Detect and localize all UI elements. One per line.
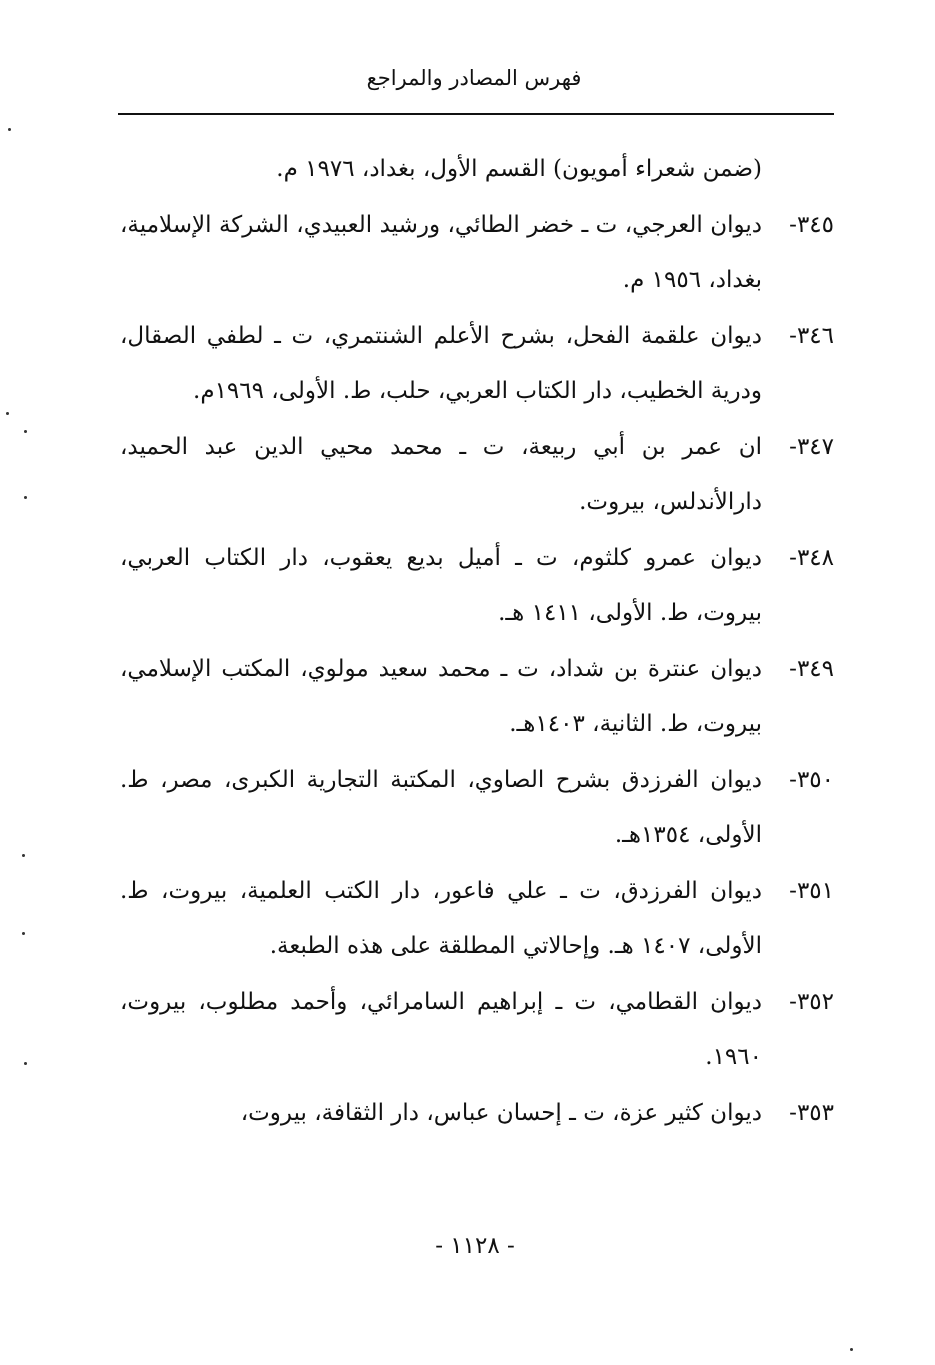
scan-speck [22,932,25,935]
entry-348 [120,531,834,642]
page-number: - ١١٢٨ - [435,1233,515,1259]
scan-speck [22,854,25,857]
entry-351 [120,864,834,975]
entry-text: ديوان عمرو كلثوم، ت ـ أميل بديع يعقوب، دار الكتاب العربي، بيروت، ط. الأولى، ١٤١١ هـ. [120,544,762,626]
entry-text: ديوان عنترة بن شداد، ت ـ محمد سعيد مولوي، المكتب الإسلامي، بيروت، ط. الثانية، ١٤٠٣هـ. [120,655,762,737]
entry-350 [120,753,834,864]
bibliography-list [120,142,834,1141]
running-head: فهرس المصادر والمراجع [366,66,582,90]
entry-number: ٣٥٠- [789,766,834,793]
entry-number: ٣٥٣- [789,1099,834,1126]
entry-text: ديوان كثير عزة، ت ـ إحسان عباس، دار الثقافة، بيروت، [240,1099,762,1126]
entry-number: ٣٤٧- [789,433,834,460]
entry-353 [120,1086,834,1142]
entry-text: ديوان الفرزدق بشرح الصاوي، المكتبة التجارية الكبرى، مصر، ط. الأولى، ١٣٥٤هـ. [120,766,762,848]
entry-349 [120,642,834,753]
entry-number: ٣٥١- [789,877,834,904]
scan-speck [6,412,9,415]
entry-346 [120,309,834,420]
scan-speck [850,1348,853,1351]
header-rule [118,113,834,115]
entry-number: ٣٤٨- [789,544,834,571]
entry-text: ان عمر بن أبي ربيعة، ت ـ محمد محيي الدين عبد الحميد، دارالأندلس، بيروت. [120,433,762,515]
entry-number: ٣٤٥- [789,211,834,238]
continuation-line: (ضمن شعراء أمويون) القسم الأول، بغداد، ١٩٧٦ م. [276,156,762,182]
entry-345 [120,198,834,309]
scan-speck [8,128,11,131]
entry-text: ديوان القطامي، ت ـ إبراهيم السامرائي، وأحمد مطلوب، بيروت، ١٩٦٠. [120,988,762,1070]
entry-number: ٣٤٦- [789,322,834,349]
scan-speck [24,430,27,433]
scan-speck [24,496,27,499]
entry-number: ٣٥٢- [789,988,834,1015]
scan-speck [24,1062,27,1065]
entry-text: ديوان الفرزدق، ت ـ علي فاعور، دار الكتب العلمية، بيروت، ط. الأولى، ١٤٠٧ هـ. وإحالاتي المطلقة على هذه الطبعة. [120,877,762,959]
entry-text: ديوان علقمة الفحل، بشرح الأعلم الشنتمري، ت ـ لطفي الصقال، ودرية الخطيب، دار الكتاب العربي، حلب، ط. الأولى، ١٩٦٩م. [120,322,762,404]
entry-text: ديوان العرجي، ت ـ خضر الطائي، ورشيد العبيدي، الشركة الإسلامية، بغداد، ١٩٥٦ م. [120,211,762,293]
entry-347 [120,420,834,531]
entry-number: ٣٤٩- [789,655,834,682]
entry-352 [120,975,834,1086]
